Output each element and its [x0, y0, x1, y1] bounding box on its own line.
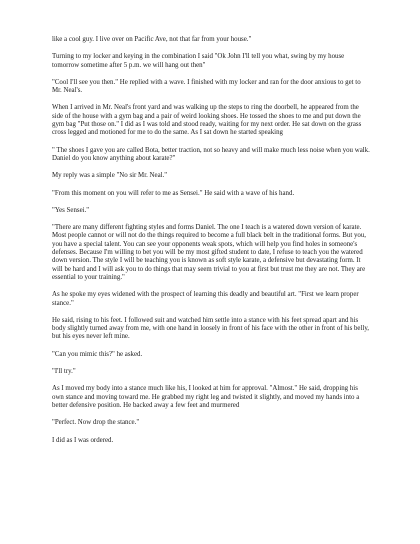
paragraph: My reply was a simple "No sir Mr. Neal."	[52, 172, 168, 180]
paragraph: "I'll try."	[52, 368, 76, 376]
paragraph: "There are many different fighting styles and forms Daniel. The one I teach is a watered down version of karate. Most people cannot or will not do the things required to become a full black belt in the traditional forms. But you, you have a special talent. You can see your opponents weak spots, which will help you find holes in someone's defenses. Because I'm willing to bet you will be my most gifted student to date, I refuse to teach you the watered down version. The style I will be teaching you is known as soft style karate, a defensive but devastating form. It will be hard and I will ask you to do things that may seem trivial to you at first but trust me they are not. They are essential to your training."	[52, 224, 367, 281]
paragraph: As I moved my body into a stance much like his, I looked at him for approval. "Almost." He said, dropping his own stance and moving toward me. He grabbed my right leg and twisted it slightly, and moved my hands into a better defensive position. He backed away a few feet and murmered	[52, 385, 360, 409]
paragraph: "Cool I'll see you then." He replied with a wave. I finished with my locker and ran for the door anxious to get to Mr. Neal's.	[52, 78, 361, 95]
document-page	[52, 36, 370, 454]
paragraph: "Yes Sensei."	[52, 206, 90, 214]
paragraph: "Perfect. Now drop the stance."	[52, 419, 140, 427]
paragraph: "Can you mimic this?" he asked.	[52, 350, 143, 358]
paragraph: When I arrived in Mr. Neal's front yard and was walking up the steps to ring the doorbell, he appeared from the side of the house with a gym bag and a pair of weird looking shoes. He tossed the shoes to me and put down the gym bag "Put those on." I did as I was told and stood ready, waiting for my next order. He sat down on the grass cross legged and motioned for me to do the same. As I sat down he started speaking	[52, 104, 362, 137]
paragraph: "From this moment on you will refer to me as Sensei." He said with a wave of his hand.	[52, 189, 295, 197]
paragraph: like a cool guy. I live over on Pacific Ave, not that far from your house."	[52, 36, 252, 43]
paragraph: Turning to my locker and keying in the combination I said "Ok John I'll tell you what, swing by my house tomorrow sometime after 5 p.m. we will hang out then"	[52, 53, 345, 69]
paragraph: " The shoes I gave you are called Bota, better traction, not so heavy and will make much less noise when you walk. Daniel do you know anything about karate?"	[52, 146, 370, 162]
paragraph: He said, rising to his feet. I followed suit and watched him settle into a stance with his feet spread apart and his body slightly turned away from me, with one hand in loosely in front of his face with the other in front of his belly, but his eyes never left mine.	[52, 316, 370, 341]
paragraph: As he spoke my eyes widened with the prospect of learning this deadly and beautiful art. "First we learn proper stance."	[52, 291, 359, 307]
paragraph: I did as I was ordered.	[52, 436, 114, 444]
